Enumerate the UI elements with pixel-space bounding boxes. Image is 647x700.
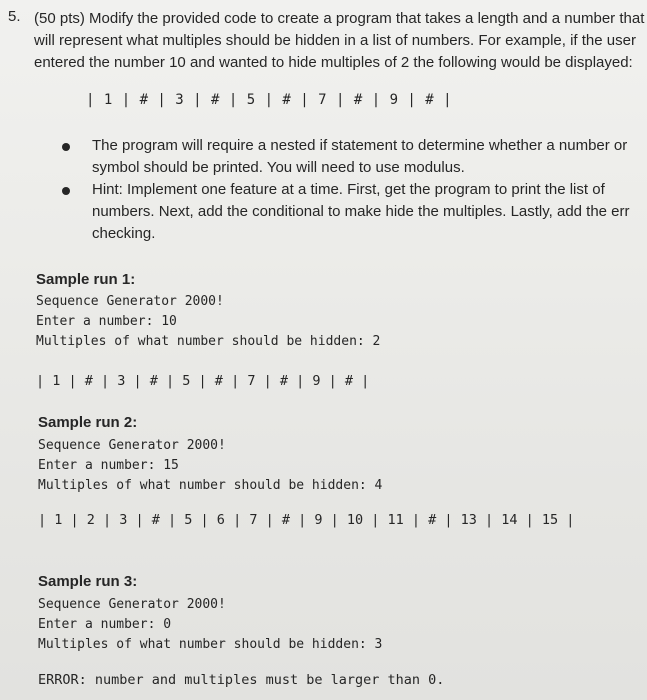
- question-prompt: [34, 8, 647, 74]
- sample-run-line: Sequence Generator 2000!: [38, 438, 226, 453]
- bullet-line: numbers. Next, add the conditional to make hide the multiples. Lastly, add the err: [92, 203, 630, 220]
- sample-run-output: | 1 | # | 3 | # | 5 | # | 7 | # | 9 | # |: [36, 373, 370, 389]
- bullet-line: Hint: Implement one feature at a time. First, get the program to print the list of: [92, 181, 605, 198]
- sample-run-title: Sample run 3:: [38, 573, 138, 590]
- sample-run-title: Sample run 1:: [36, 271, 136, 288]
- sample-run-line: Sequence Generator 2000!: [36, 294, 224, 309]
- sample-run-line: Multiples of what number should be hidden: 3: [38, 637, 383, 652]
- bullet-icon: [62, 187, 70, 195]
- sample-run-line: Enter a number: 15: [38, 458, 179, 473]
- sample-run-line: Enter a number: 10: [36, 314, 177, 329]
- bullet-icon: [62, 143, 70, 151]
- sample-run-output: ERROR: number and multiples must be larger than 0.: [38, 672, 445, 688]
- sample-run-line: Enter a number: 0: [38, 617, 172, 632]
- sample-run-line: Multiples of what number should be hidden: 2: [36, 334, 381, 349]
- sample-run-output: | 1 | 2 | 3 | # | 5 | 6 | 7 | # | 9 | 10 | 11 | # | 13 | 14 | 15 |: [38, 512, 575, 528]
- bullet-item: [92, 135, 627, 179]
- question-line: entered the number 10 and wanted to hide multiples of 2 the following would be displayed:: [34, 54, 633, 71]
- sample-run-line: Multiples of what number should be hidden: 4: [38, 478, 383, 493]
- sample-run-title: Sample run 2:: [38, 414, 138, 431]
- bullet-line: checking.: [92, 225, 156, 242]
- bullet-line: The program will require a nested if statement to determine whether a number or: [92, 137, 628, 154]
- question-line: will represent what multiples should be hidden in a list of numbers. For example, if the user: [34, 32, 636, 49]
- question-number: 5.: [8, 8, 21, 25]
- question-line: (50 pts) Modify the provided code to create a program that takes a length and a number that: [34, 10, 645, 27]
- bullet-item: [92, 179, 630, 245]
- example-output: | 1 | # | 3 | # | 5 | # | 7 | # | 9 | # |: [86, 92, 453, 108]
- sample-run-line: Sequence Generator 2000!: [38, 597, 226, 612]
- bullet-line: symbol should be printed. You will need to use modulus.: [92, 159, 465, 176]
